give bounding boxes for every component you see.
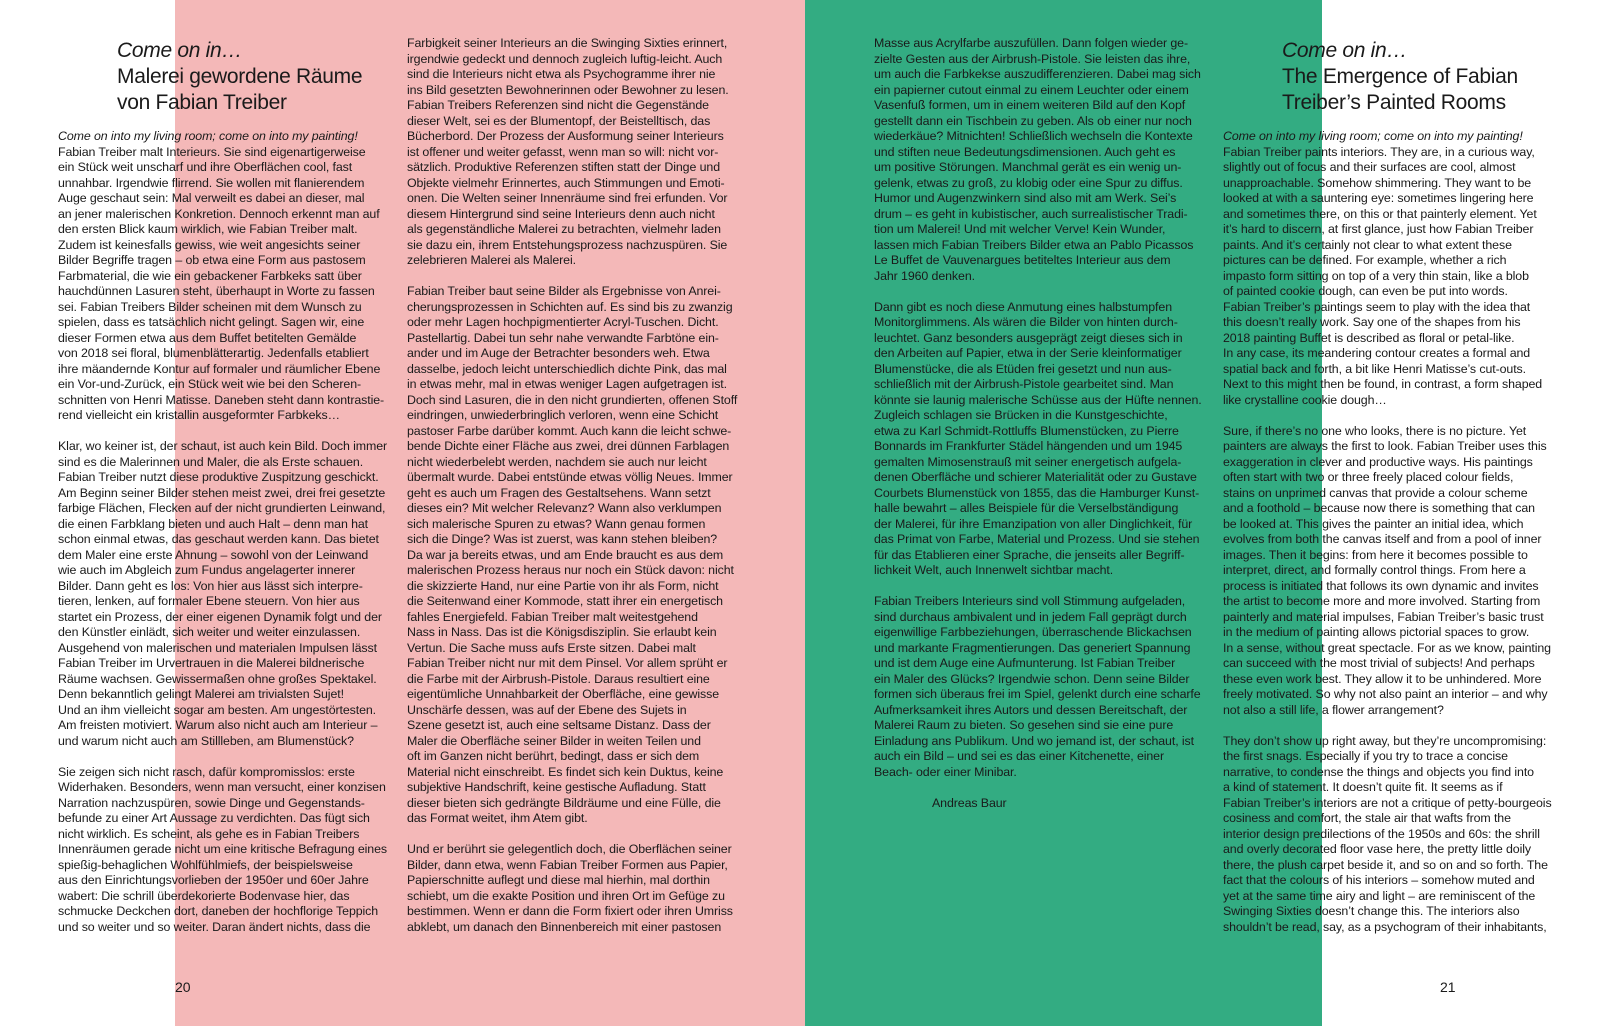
left-column-1 — [58, 129, 403, 935]
right-col4-paragraph-3: They don’t show up right away, but they’re uncompromising: the first snags. Especially if you try to trace a concise narrative, to condense the things and objects you find into a kind of statement. It doesn’t quite fit. It seems as if Fabian Treiber’s interiors are not a critique of petty-bourgeois cosiness and comfort, the stale air that wafts from the interior design predilections of the 1950s and 60s: the shrill and overly decorated floor vase here, the pretty little doily there, the plush carpet beside it, and so on and so forth. The fact that the colours of his interiors – somehow muted and yet at the same time airy and light – are reminiscent of the Swinging Sixties doesn’t change this. The interiors also shouldn’t be read, say, as a psychogram of their inhabitants, — [1223, 733, 1552, 934]
right-col4-paragraph-1: Fabian Treiber paints interiors. They are, in a curious way, slightly out of focus and their surfaces are cool, almost unapproachable. Somehow shimmering. They want to be looked at with a sauntering eye: sometimes lingering here and sometimes there, on this or that painterly element. Yet it’s hard to discern, at first glance, just how Fabian Treiber paints. And it’s certainly not clear to what extent these pictures can be defined. For example, whether a rich impasto form sitting on top of a very thin stain, like a blob of painted cookie dough, can even be put into words. Fabian Treiber’s paintings seem to play with the idea that this doesn’t really work. Say one of the shapes from his 2018 painting Buffet is described as floral or petal-like. In any case, its meandering contour creates a formal and spatial back and forth, a bit like Henri Matisse’s cut-outs. Next to this might then be found, in contrast, a form shaped like crystalline cookie dough… — [1223, 144, 1543, 407]
left-heading — [117, 38, 362, 116]
left-col1-paragraph-3: Sie zeigen sich nicht rasch, dafür kompromisslos: erste Widerhaken. Besonders, wenn man versucht, einer konzisen Narration nachzuspüren, sowie Dinge und Gegenstands- befunde zu einer Art Aussage zu verdichten. Das fügt sich nicht wirklich. Es scheint, als gehe es in Fabian Treibers Innenräumen gerade nicht um eine kritische Befragung eines spießig-behaglichen Wohlfühlmiefs, der beispielsweise aus den Einrichtungsvorlieben der 1950er und 60er Jahre wabert: Die schrill überdekorierte Bodenvase hier, das schmucke Deckchen dort, daneben der hochflorige Teppich und so weiter und so weiter. Daran ändert nichts, dass die — [58, 764, 387, 934]
left-col1-paragraph-2: Klar, wo keiner ist, der schaut, ist auch kein Bild. Doch immer sind es die Malerinnen und Maler, die als Erste schauen. Fabian Treiber nutzt diese produktive Zuspitzung geschickt. Am Beginn seiner Bilder stehen meist zwei, drei frei gesetzte farbige Flächen, Flecken auf der nicht grundierten Leinwand, die einen Farbklang bieten und auch Halt – denn man hat schon einmal etwas, das geschaut werden kann. Das bietet dem Maler eine erste Ahnung – sowohl von der Leinwand wie auch im Abgleich zum Fundus angelagerter innerer Bilder. Dann geht es los: Von hier aus lässt sich interpre- tieren, lenken, auf formaler Ebene steuern. Von hier aus startet ein Prozess, der einer eigenen Dynamik folgt und der den Künstler einlädt, sich weiter und weiter einzulassen. Ausgehend von malerischen und materialen Impulsen lässt Fabian Treiber im Urvertrauen in die Malerei bildnerische Räume wachsen. Gewissermaßen ohne großes Spektakel. Denn bekanntlich gelingt Malerei am trivialsten Sujet! Und an ihm vielleicht sogar am besten. Am ungestörtesten. Am freisten motiviert. Warum also nicht auch am Interieur – und warum nicht auch am Stillleben, am Blumenstück? — [58, 439, 388, 748]
right-heading-title: The Emergence of Fabian Treiber’s Painted Rooms — [1282, 65, 1518, 114]
right-column-4 — [1223, 129, 1568, 935]
author-signature: Andreas Baur — [932, 795, 1007, 810]
left-heading-title: Malerei gewordene Räume von Fabian Treiber — [117, 65, 363, 114]
right-col3-paragraph-1: Masse aus Acrylfarbe auszufüllen. Dann folgen wieder ge- zielte Gesten aus der Airbrush-Pistole. Sie leisten das ihre, um auch die Farbkekse auszudifferenzieren. Dabei mag sich ein papierner cutout einmal zu einem Leuchter oder einem Vasenfuß formen, um in einem weiteren Bild auf den Kopf gestellt dann ein Tischbein zu geben. Als ob einer nur noch wiederkäue? Mitnichten! Schließlich wechseln die Kontexte und stiften neue Bedeutungsdimensionen. Auch geht es um positive Störungen. Manchmal gerät es ein wenig un- gelenk, etwas zu groß, zu klobig oder eine Spur zu diffus. Humor und Augenzwinkern sind also mit am Werk. Sei’s drum – es geht in kubistischer, auch surrealistischer Tradi- tion um Malerei! Und mit welcher Verve! Kein Wunder, lassen mich Fabian Treibers Bilder etwa an Pablo Picassos Le Buffet de Vauvenargues betiteltes Interieur aus dem Jahr 1960 denken. — [874, 36, 1201, 283]
page-number-right: 21 — [1440, 979, 1456, 995]
left-col2-paragraph-3: Und er berührt sie gelegentlich doch, die Oberflächen seiner Bilder, dann etwa, wenn Fabian Treiber Formen aus Papier, Papierschnitte auflegt und diese mal hierhin, mal dorthin schiebt, um die exakte Position und ihren Ort im Gefüge zu bestimmen. Wenn er dann die Form fixiert oder ihren Umriss abklebt, um danach den Binnenbereich mit einer pastosen — [407, 842, 733, 934]
right-heading-kicker: Come on in… — [1282, 39, 1408, 62]
left-lead: Come on into my living room; come on into my painting! — [58, 129, 358, 143]
left-col2-paragraph-1: Farbigkeit seiner Interieurs an die Swinging Sixties erinnert, irgendwie gedeckt und dennoch zugleich luftig-leicht. Auch sind die Interieurs nicht etwa als Psychogramme ihrer nie ins Bild gesetzten Bewohnerinnen oder Bewohner zu lesen. Fabian Treibers Referenzen sind nicht die Gegenstände dieser Welt, sei es der Blumentopf, der Beistelltisch, das Bücherbord. Der Prozess der Ausformung seiner Interieurs ist offener und weiter gefasst, wenn man so will: nicht vor- sätzlich. Produktive Referenzen stiften statt der Dinge und Objekte vielmehr Erinnertes, auch Stimmungen und Emoti- onen. Die Welten seiner Innenräume sind frei erfunden. Vor diesem Hintergrund sind seine Interieurs denn auch nicht als gegenständliche Malerei zu betrachten, vielmehr laden sie dazu ein, ihrem Entstehungsprozess nachzuspüren. Sie zelebrieren Malerei als Malerei. — [407, 36, 729, 267]
right-col4-paragraph-2: Sure, if there’s no one who looks, there is no picture. Yet painters are always the first to look. Fabian Treiber uses this exaggeration in clever and productive ways. His paintings often start with two or three freely placed colour fields, stains on unprimed canvas that provide a colour scheme and a foothold – because now there is something that can be looked at. This gives the painter an initial idea, which evolves from both the canvas itself and from a pool of inner images. Then it begins: from here it becomes possible to interpret, direct, and formally control things. From here a process is initiated that follows its own dynamic and invites the artist to become more and more involved. Starting from painterly and material impulses, Fabian Treiber’s basic trust in the medium of painting allows pictorial spaces to grow. In a sense, without great spectacle. For as we know, painting can succeed with the most trivial of subjects! And perhaps these even work best. They allow it to be unhindered. More freely motivated. So why not also paint an interior – and why not also a still life, a flower arrangement? — [1223, 423, 1551, 717]
left-col1-paragraph-1: Fabian Treiber malt Interieurs. Sie sind eigenartigerweise ein Stück weit unscharf und ihre Oberflächen cool, fast unnahbar. Irgendwie flirrend. Sie wollen mit flanierendem Auge geschaut sein: Mal verweilt es dabei an dieser, mal an jener malerischen Konkretion. Dennoch erkennt man auf den ersten Blick kaum wirklich, wie Fabian Treiber malt. Zudem ist keinesfalls gewiss, wie weit angesichts seiner Bilder Begriffe tragen – ob etwa eine Form aus pastosem Farbmaterial, die wie ein gebackener Farbkeks satt über hauchdünnen Lasuren steht, überhaupt in Worte zu fassen sei. Fabian Treibers Bilder scheinen mit dem Wunsch zu spielen, dass es tatsächlich nicht gelingt. Sagen wir, eine dieser Formen etwa aus dem Buffet betitelten Gemälde von 2018 sei floral, blumenblätterartig. Jedenfalls etabliert ihre mäandernde Kontur auf formaler und räumlicher Ebene ein Vor-und-Zurück, ein Stück weit wie bei den Scheren- schnitten von Henri Matisse. Daneben steht dann kontrastie- rend vielleicht ein kristallin ausgeformter Farbkeks… — [58, 144, 385, 422]
left-heading-kicker: Come on in… — [117, 39, 243, 62]
page-number-left: 20 — [175, 979, 191, 995]
right-col3-paragraph-2: Dann gibt es noch diese Anmutung eines halbstumpfen Monitorglimmens. Als wären die Bilder von hinten durch- leuchtet. Ganz besonders ausgeprägt zeigt dieses sich in den Arbeiten auf Papier, etwa in der Serie kleinformatiger Blumenstücke, die als Etüden frei gesetzt und nun aus- schließlich mit der Airbrush-Pistole gearbeitet sind. Man könnte sie launig malerische Schüsse aus der Hüfte nennen. Zugleich schlagen sie Brücken in die Kunstgeschichte, etwa zu Karl Schmidt-Rottluffs Blumenstücken, zu Pierre Bonnards im Frankfurter Städel hängenden und um 1945 gemalten Mimosenstrauß mit seiner energetisch aufgela- denen Oberfläche und schierer Materialität oder zu Gustave Courbets Blumenstück von 1855, das die Hamburger Kunst- halle bewahrt – alles Beispiele für die Verselbständigung der Malerei, für ihre Emanzipation von aller Dinglichkeit, für das Primat von Farbe, Material und Prozess. Und sie stehen für das Etablieren einer Sprache, die jenseits aller Begriff- lichkeit Welt, auch Innenwelt sichtbar macht. — [874, 299, 1202, 577]
left-col2-paragraph-2: Fabian Treiber baut seine Bilder als Ergebnisse von Anrei- cherungsprozessen in Schichten auf. Es sind bis zu zwanzig oder mehr Lagen hochpigmentierter Acryl-Tuschen. Dicht. Pastellartig. Dabei tun sehr nahe verwandte Farbtöne ein- ander und im Auge der Betrachter besonders weh. Etwa dasselbe, jedoch leicht unterschiedlich dichte Pink, das mal in etwas mehr, mal in etwas weniger Lagen aufgetragen ist. Doch sind Lasuren, die in den nicht grundierten, offenen Stoff eindringen, unwiederbringlich verloren, wenn eine Schicht pastoser Farbe darüber kommt. Auch kann die leicht schwe- bende Dichte einer Fläche aus zwei, drei dünnen Farblagen nicht wiederbelebt werden, nachdem sie auch nur leicht übermalt wurde. Dabei entstünde etwas völlig Neues. Immer geht es auch um Fragen des Gestaltsehens. Wann setzt dieses ein? Mit welcher Relevanz? Wann also verklumpen sich malerische Spuren zu etwas? Wann genau formen sich die Dinge? Was ist zuerst, was kann stehen bleiben? Da war ja bereits etwas, und am Ende braucht es aus dem malerischen Prozess heraus nur noch ein Stück davon: nicht die skizzierte Hand, nur eine Partie von ihr als Form, nicht die Seitenwand einer Kommode, statt ihrer ein energetisch fahles Energiefeld. Fabian Treiber malt weitestgehend Nass in Nass. Das ist die Königsdisziplin. Sie erlaubt kein Vertun. Die Sache muss aufs Erste sitzen. Dabei malt Fabian Treiber nicht nur mit dem Pinsel. Vor allem sprüht er die Farbe mit der Airbrush-Pistole. Daraus resultiert eine eigentümliche Unnahbarkeit der Oberfläche, eine gewisse Unschärfe dessen, was auf der Ebene des Sujets in Szene gesetzt ist, auch eine seltsame Distanz. Dass der Maler die Oberfläche seiner Bilder in weiten Teilen und oft im Ganzen nicht berührt, bedingt, dass er sich dem Material nicht einschreibt. Es findet sich kein Duktus, keine subjektive Handschrift, keine gestische Aufladung. Statt dieser bieten sich gedrängte Bildräume und eine Fülle, die das Format weitet, ihm Atem gibt. — [407, 284, 738, 825]
left-column-2 — [407, 36, 752, 935]
right-lead: Come on into my living room; come on into my painting! — [1223, 129, 1523, 143]
right-col3-paragraph-3: Fabian Treibers Interieurs sind voll Stimmung aufgeladen, sind durchaus ambivalent und in jedem Fall geprägt durch eigenwillige Farbbeziehungen, überraschende Blickachsen und markante Fragmentierungen. Das generiert Spannung und ist dem Auge eine Aufmunterung. Ist Fabian Treiber ein Maler des Glücks? Irgendwie schon. Denn seine Bilder formen sich überaus frei im Spiel, gelenkt durch eine scharfe Aufmerksamkeit ihres Autors und dessen Bereitschaft, der Malerei Raum zu bieten. So gesehen sind sie eine pure Einladung ans Publikum. Und wo jemand ist, der schaut, ist auch ein Bild – und sei es das einer Kitchenette, einer Beach- oder einer Minibar. — [874, 594, 1201, 779]
right-heading — [1282, 38, 1518, 116]
right-column-3 — [874, 36, 1219, 811]
